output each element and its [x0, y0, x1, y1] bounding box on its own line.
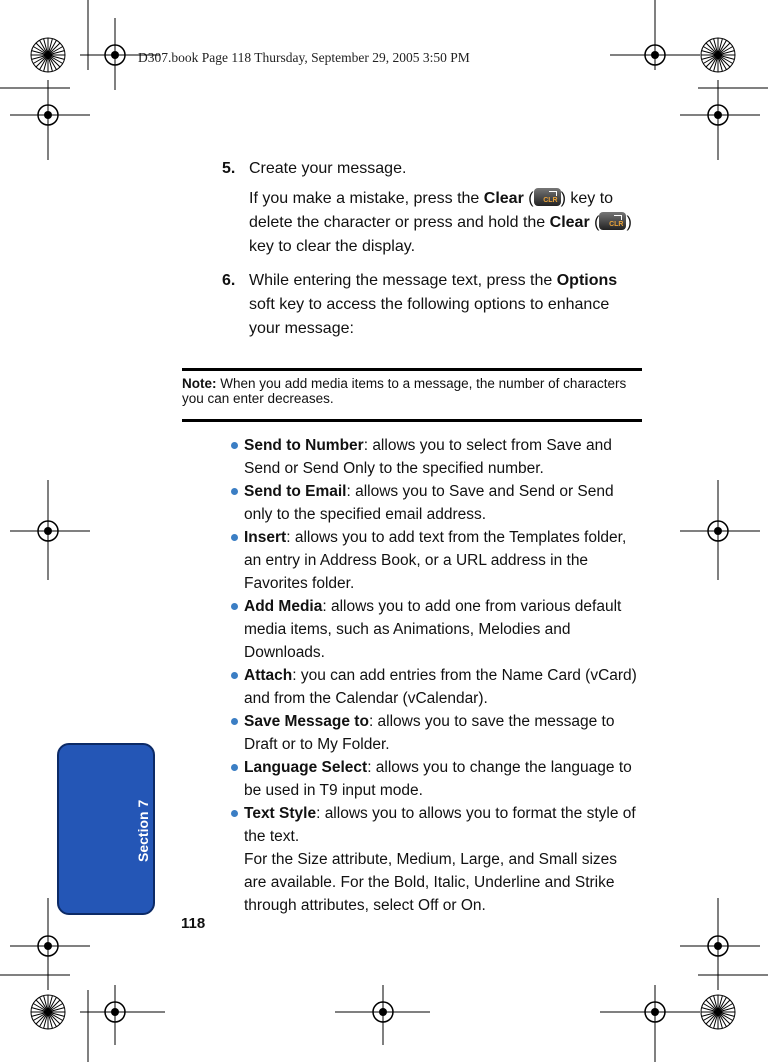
step-text: While entering the message text, press the Options soft key to access the following options to enhance your message: [249, 272, 618, 337]
list-item: Send to Number: allows you to select from Save and Send or Send Only to the specified number. [230, 434, 642, 480]
step-number: 5. [222, 160, 236, 177]
page-number: 118 [181, 915, 206, 932]
note-label: Note: [182, 376, 217, 391]
bullet-icon [231, 603, 238, 610]
list-item: Add Media: allows you to add one from various default media items, such as Animations, Melodies and Downloads. [230, 595, 642, 664]
list-item: Attach: you can add entries from the Name Card (vCard) and from the Calendar (vCalendar). [230, 664, 642, 710]
bullet-icon [231, 442, 238, 449]
options-key-name: Options [556, 272, 618, 289]
bullet-icon [231, 672, 238, 679]
list-item: Send to Email: allows you to Save and Send or Send only to the specified email address. [230, 480, 642, 526]
list-item: Save Message to: allows you to save the message to Draft or to My Folder. [230, 710, 642, 756]
print-header-line: D307.book Page 118 Thursday, September 29, 2005 3:50 PM [138, 50, 470, 65]
step-number: 6. [222, 272, 236, 289]
section-tab-label: Section 7 [135, 799, 151, 862]
bullet-icon [231, 718, 238, 725]
bullet-icon [231, 534, 238, 541]
step-detail: If you make a mistake, press the Clear ( CLR ) key to delete the character or press and hold the Clear ( CLR ) key to clear the display. [249, 190, 632, 255]
note-text: When you add media items to a message, the number of characters you can enter decreases. [182, 376, 627, 406]
list-item: Language Select: allows you to change the language to be used in T9 input mode. [230, 756, 642, 802]
bullet-icon [231, 764, 238, 771]
list-item-extra: For the Size attribute, Medium, Large, and Small sizes are available. For the Bold, Italic, Underline and Strike through attributes, select Off or On. [244, 851, 618, 914]
bullet-icon [231, 488, 238, 495]
options-list [230, 434, 642, 917]
clear-key-icon: CLR [534, 188, 561, 206]
clear-key-icon: CLR [599, 212, 626, 230]
bullet-icon [231, 810, 238, 817]
list-item: Insert: allows you to add text from the Templates folder, an entry in Address Book, or a URL address in the Favorites folder. [230, 526, 642, 595]
step-text: Create your message. [249, 160, 407, 177]
list-item: Text Style: allows you to allows you to format the style of the text. For the Size attribute, Medium, Large, and Small sizes are available. For the Bold, Italic, Underline and Strike through attributes, select Off or On. [230, 802, 642, 917]
note-box [182, 368, 642, 422]
clear-key-name: Clear [483, 190, 524, 207]
clear-key-name: Clear [549, 214, 590, 231]
